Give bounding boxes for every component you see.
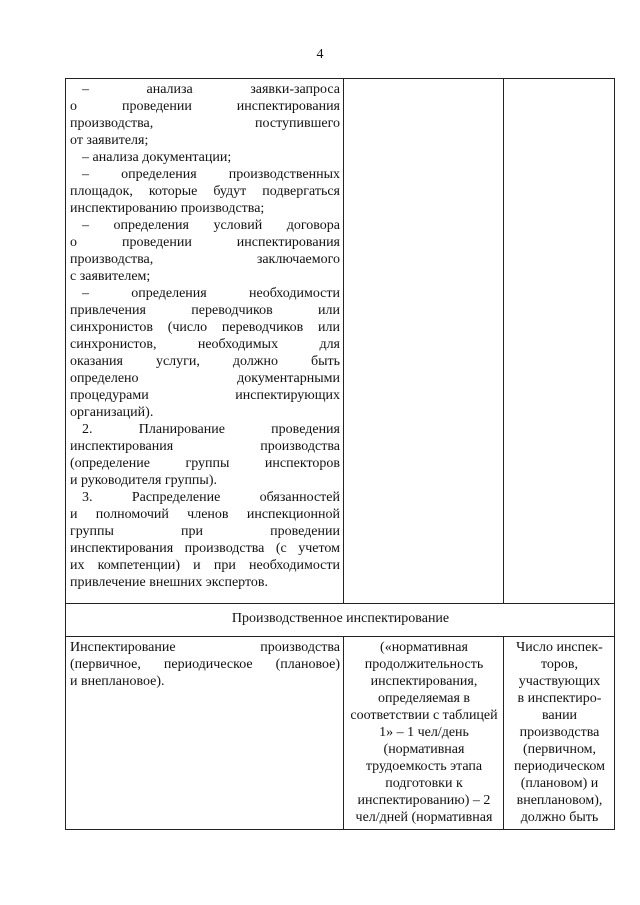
text-line: производства, заключаемого	[70, 252, 340, 267]
text-line: инспектирования производства (с учетом	[70, 541, 340, 556]
empty-cell	[344, 79, 504, 604]
text-line: инспектированию) – 2	[357, 793, 491, 808]
text-line: – определения необходимости	[82, 286, 340, 301]
text-line: и внеплановое).	[70, 674, 165, 689]
text-line: о проведении инспектирования	[70, 235, 340, 250]
text-line: их компетенции) и при необходимости	[70, 558, 340, 573]
text-line: – определения производственных	[82, 167, 340, 182]
text-line: внеплановом),	[516, 793, 603, 808]
text-line: привлечения переводчиков или	[70, 303, 340, 318]
text-line: 1» – 1 чел/день	[379, 725, 469, 740]
text-line: организаций).	[70, 405, 154, 420]
section-header: Производственное инспектирование	[66, 604, 615, 637]
text-line: производства	[519, 725, 600, 740]
text-line: подготовки к	[385, 776, 463, 791]
text-line: должно быть	[520, 810, 599, 825]
text-line: от заявителя;	[70, 133, 149, 148]
text-line: Инспектирование производства	[70, 640, 340, 655]
text-line: соответствии с таблицей	[350, 708, 498, 723]
text-line: (первичном,	[522, 742, 597, 757]
text-line: группы при проведении	[70, 524, 340, 539]
text-line: – анализа документации;	[82, 150, 232, 165]
text-line: – определения условий договора	[82, 218, 340, 233]
text-line: инспектирования,	[370, 674, 478, 689]
text-line: 2. Планирование проведения	[82, 422, 340, 437]
text-line: привлечение внешних экспертов.	[70, 575, 269, 590]
text-line: в инспектиро-	[517, 691, 602, 706]
text-line: вании	[541, 708, 578, 723]
text-line: определяемая в	[377, 691, 471, 706]
text-line: чел/дней (нормативная	[355, 810, 493, 825]
text-line: (первичное, периодическое (плановое)	[70, 657, 340, 672]
text-line: оказания услуги, должно быть	[70, 354, 340, 369]
text-line: (нормативная	[383, 742, 465, 757]
text-line: («нормативная	[380, 640, 468, 655]
text-line: 3. Распределение обязанностей	[82, 490, 340, 505]
text-line: продолжительность	[364, 657, 484, 672]
text-line: с заявителем;	[70, 269, 151, 284]
table-row-section-header	[66, 604, 615, 637]
text-line: синхронистов (число переводчиков или	[70, 320, 340, 335]
table-row-inspection	[66, 637, 615, 830]
text-line: Число инспек-	[516, 640, 603, 655]
text-line: площадок, которые будут подвергаться	[70, 184, 340, 199]
normative-duration-cell	[344, 637, 504, 830]
text-line: участвующих	[518, 674, 601, 689]
text-line: (определение группы инспекторов	[70, 456, 340, 471]
inspection-table	[65, 78, 615, 830]
text-line: инспектированию производства;	[70, 201, 265, 216]
table-row-preparation	[66, 79, 615, 604]
text-line: производства, поступившего	[70, 116, 340, 131]
text-line: периодическом	[514, 759, 605, 774]
text-line: процедурами инспектирующих	[70, 388, 340, 403]
text-line: торов,	[540, 657, 579, 672]
inspection-description-cell	[66, 637, 344, 830]
text-line: трудоемкость этапа	[365, 759, 483, 774]
text-line: синхронистов, необходимых для	[70, 337, 340, 352]
text-line: – анализа заявки-запроса	[82, 82, 340, 97]
inspector-count-cell	[504, 637, 615, 830]
empty-cell	[504, 79, 615, 604]
text-line: определено документарными	[70, 371, 340, 386]
text-line: и полномочий членов инспекционной	[70, 507, 340, 522]
page-number: 4	[316, 47, 324, 62]
preparation-steps-cell	[66, 79, 344, 604]
text-line: инспектирования производства	[70, 439, 340, 454]
text-line: и руководителя группы).	[70, 473, 217, 488]
text-line: о проведении инспектирования	[70, 99, 340, 114]
text-line: (плановом) и	[520, 776, 599, 791]
